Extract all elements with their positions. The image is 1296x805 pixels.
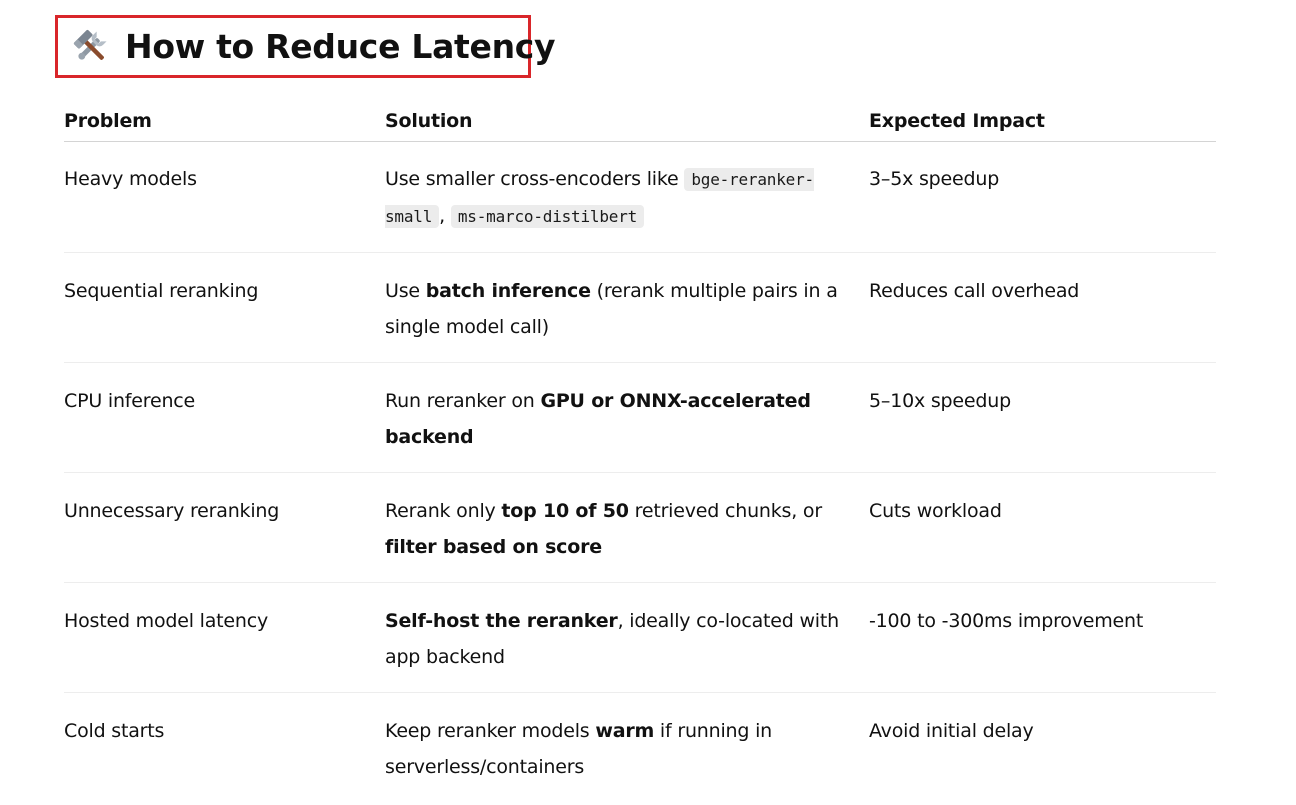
column-header-solution: Solution xyxy=(385,100,869,142)
problem-cell: CPU inference xyxy=(64,363,385,473)
solution-emphasis: batch inference xyxy=(425,280,591,302)
column-header-problem: Problem xyxy=(64,100,385,142)
solution-cell xyxy=(385,693,869,803)
solution-text: (rerank multiple pairs in a single model call) xyxy=(385,280,838,338)
impact-cell: Reduces call overhead xyxy=(869,253,1216,363)
page-title: How to Reduce Latency xyxy=(125,27,556,66)
solution-separator: , xyxy=(439,205,451,227)
problem-cell: Heavy models xyxy=(64,142,385,253)
impact-cell: -100 to -300ms improvement xyxy=(869,583,1216,693)
inline-code: bge-reranker-small xyxy=(385,170,814,226)
solution-text: Use smaller cross-encoders like xyxy=(385,168,685,190)
table-row xyxy=(64,473,1216,583)
problem-cell: Sequential reranking xyxy=(64,253,385,363)
section-heading xyxy=(55,15,556,78)
solution-text: if running in serverless/containers xyxy=(385,720,773,778)
solution-text: Rerank only xyxy=(385,500,502,522)
column-header-impact: Expected Impact xyxy=(869,100,1216,142)
solution-text: retrieved chunks, or xyxy=(628,500,822,522)
impact-cell: Cuts workload xyxy=(869,473,1216,583)
table-row xyxy=(64,363,1216,473)
solution-cell xyxy=(385,253,869,363)
solution-emphasis: GPU or ONNX-accelerated backend xyxy=(385,390,811,448)
table-row xyxy=(64,253,1216,363)
hammer-and-wrench-icon xyxy=(71,27,111,67)
latency-table xyxy=(64,100,1216,802)
solution-cell xyxy=(385,142,869,253)
table-row xyxy=(64,583,1216,693)
problem-cell: Cold starts xyxy=(64,720,165,742)
impact-cell: 3–5x speedup xyxy=(869,142,1216,253)
table-row xyxy=(64,142,1216,253)
solution-emphasis: top 10 of 50 xyxy=(501,500,629,522)
problem-cell: Unnecessary reranking xyxy=(64,473,385,583)
solution-cell xyxy=(385,363,869,473)
table-header-row xyxy=(64,100,1216,142)
solution-emphasis: warm xyxy=(595,720,655,742)
problem-cell: Hosted model latency xyxy=(64,583,385,693)
solution-text: Use xyxy=(385,280,426,302)
solution-cell xyxy=(385,473,869,583)
solution-text: Run reranker on xyxy=(385,390,541,412)
inline-code: ms-marco-distilbert xyxy=(451,205,644,228)
table-row xyxy=(64,693,1216,803)
solution-text: Keep reranker models xyxy=(385,720,596,742)
solution-text: , ideally co-located with app backend xyxy=(385,610,839,668)
solution-cell xyxy=(385,583,869,693)
solution-emphasis: Self-host the reranker xyxy=(385,610,618,632)
impact-cell: 5–10x speedup xyxy=(869,363,1216,473)
solution-emphasis: filter based on score xyxy=(385,536,602,558)
impact-cell: Avoid initial delay xyxy=(869,720,1034,742)
